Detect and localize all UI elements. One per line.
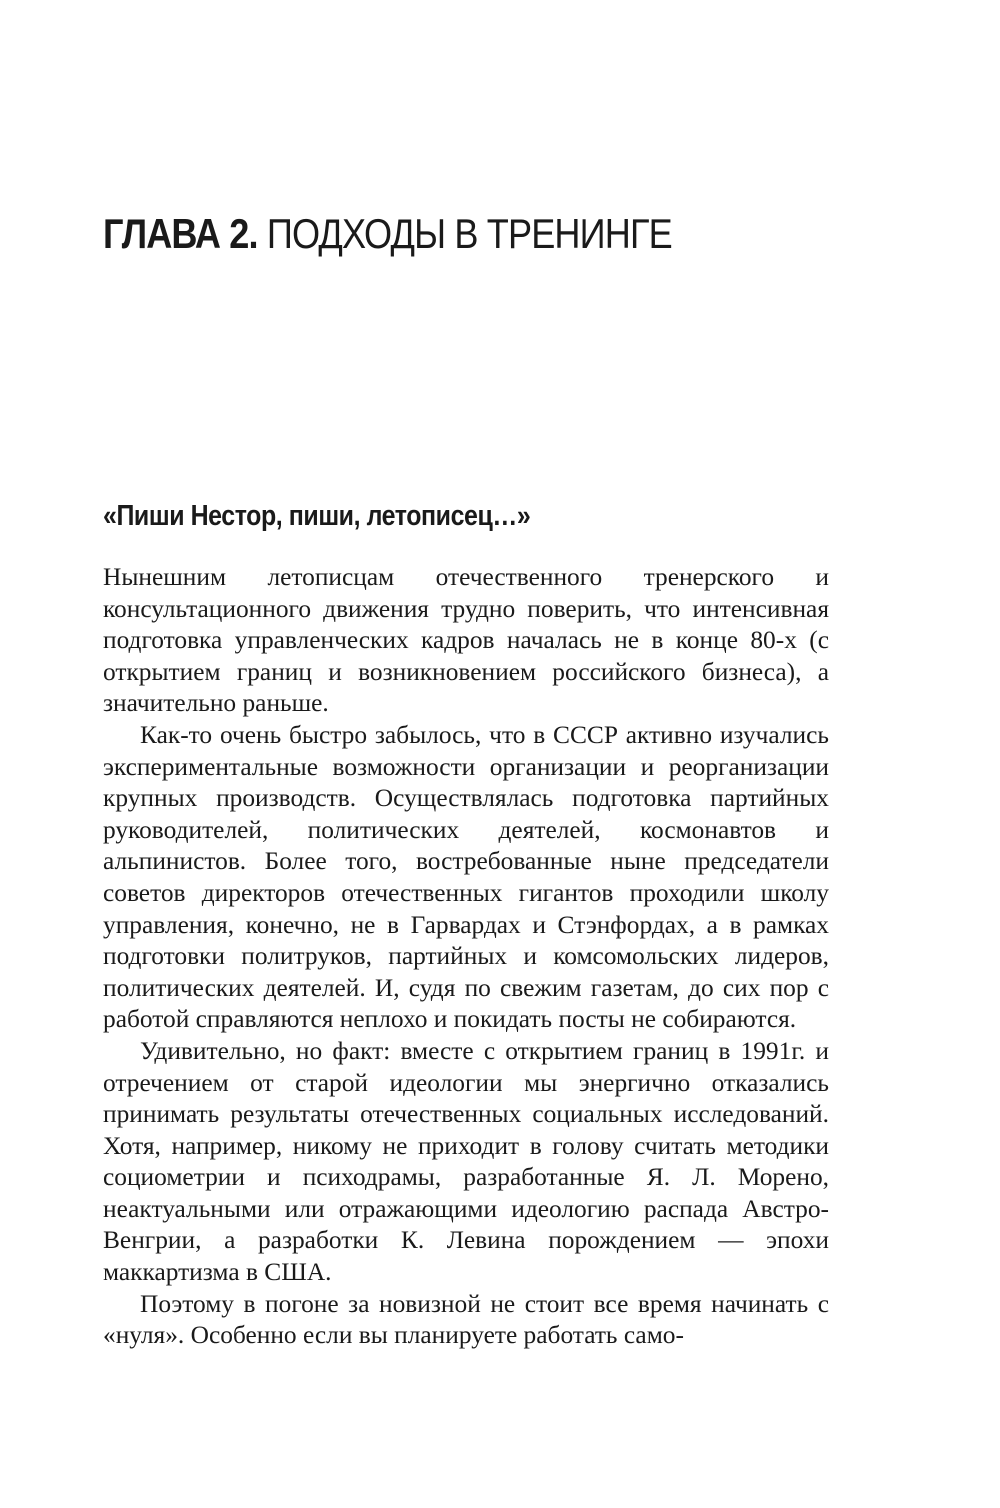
chapter-title <box>103 208 672 260</box>
paragraph-2: Как-то очень быстро забылось, что в СССР активно изучались экспериментальные возможности организации и реорганизации крупных производств. Осуществлялась подготовка партийных руководителей, политических деятелей, космонавтов и альпинистов. Более того, востребованные ныне председатели советов директоров отечественных гигантов проходили школу управления, конечно, не в Гарвардах и Стэнфордах, а в рамках подготовки политруков, партийных и комсомольских лидеров, политических деятелей. И, судя по свежим газетам, до сих пор с работой справляются неплохо и покидать посты не собираются. <box>103 720 829 1034</box>
section-heading: «Пиши Нестор, пиши, летописец…» <box>103 500 531 532</box>
paragraph-1: Нынешним летописцам отечественного тренерского и консультационного движения трудно поверить, что интенсивная подготовка управленческих кадров началась не в конце 80-х (с открытием границ и возникновением российского бизнеса), а значительно раньше. <box>103 563 829 718</box>
body-text <box>103 562 829 1352</box>
paragraph-3: Удивительно, но факт: вместе с открытием границ в 1991г. и отречением от старой идеологии мы энергично отказались принимать результаты отечественных социальных исследований. Хотя, например, никому не приходит в голову считать методики социометрии и психодрамы, разработанные Я. Л. Морено, неактуальными или отражающими идеологию распада Австро-Венгрии, а разработки К. Левина порождением — эпохи маккартизма в США. <box>103 1036 829 1287</box>
chapter-label: ГЛАВА 2. <box>103 210 258 257</box>
chapter-title-text: ПОДХОДЫ В ТРЕНИНГЕ <box>266 210 672 257</box>
paragraph-4: Поэтому в погоне за новизной не стоит все время начинать с «нуля». Особенно если вы планируете работать само- <box>103 1289 829 1350</box>
